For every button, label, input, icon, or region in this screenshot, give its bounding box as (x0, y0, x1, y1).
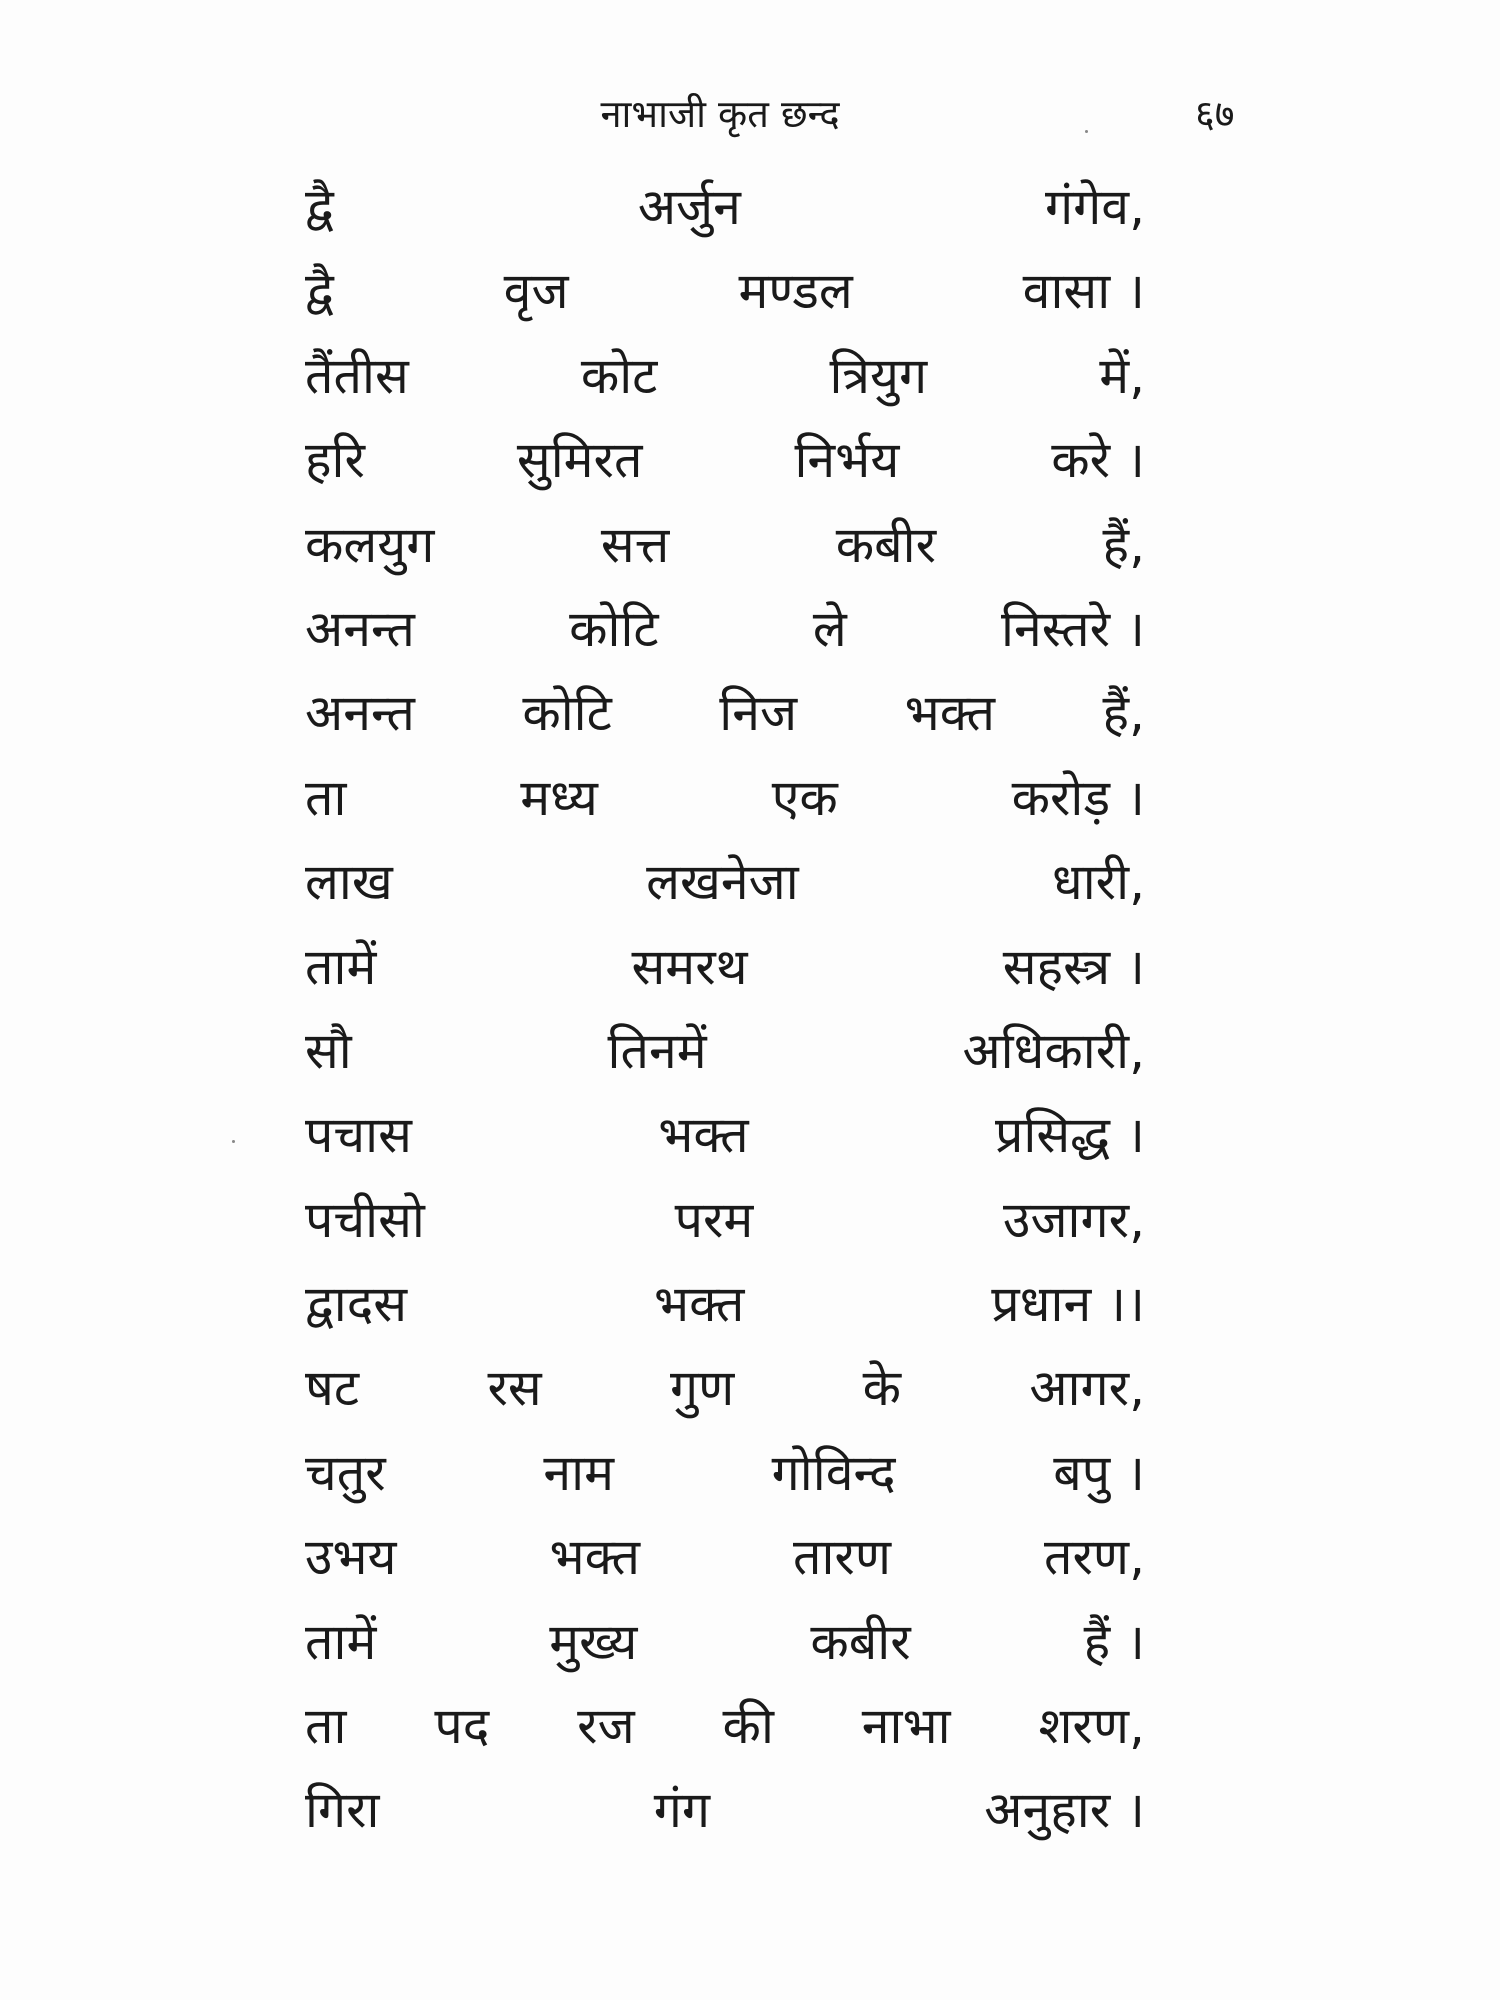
verse-word: षट (305, 1359, 360, 1418)
verse-word: सुमिरत (516, 431, 643, 490)
verse-word: भक्त (653, 1275, 745, 1334)
verse-line (305, 587, 1145, 671)
verse-line (305, 1684, 1145, 1768)
verse-word: भक्त (904, 684, 996, 743)
verse-word: तामें (305, 1612, 377, 1671)
verse-word: नाम (543, 1443, 614, 1502)
verse-line (305, 756, 1145, 840)
verse-word: के (862, 1359, 902, 1418)
verse-word: आगर, (1029, 1359, 1145, 1418)
verse-word: पद (434, 1697, 490, 1756)
print-speck (232, 1140, 235, 1143)
verse-word: कोटि (569, 599, 659, 658)
verse-word: शरण, (1038, 1697, 1145, 1756)
verse-word: ले (812, 599, 847, 658)
verse-line (305, 1009, 1145, 1093)
verse-word: द्वै (305, 178, 334, 236)
verse-word: धारी, (1051, 853, 1145, 912)
verse-word: रज (577, 1697, 635, 1756)
verse-line (305, 1178, 1145, 1262)
verse-word: पचीसो (305, 1190, 425, 1249)
running-header-title: नाभाजी कृत छन्द (600, 92, 840, 136)
verse-word: निज (719, 684, 798, 743)
verse-word: द्वादस (305, 1275, 408, 1334)
verse-line (305, 418, 1145, 502)
verse-line (305, 671, 1145, 755)
verse-line (305, 165, 1145, 249)
verse-word: वासा । (1022, 262, 1145, 321)
verse-line (305, 1515, 1145, 1599)
verse-word: अनन्त (305, 599, 415, 658)
verse-word: हरि (305, 431, 365, 490)
print-speck (1085, 130, 1088, 133)
verse-word: प्रसिद्ध । (994, 1106, 1145, 1165)
verse-word: मण्डल (738, 262, 853, 321)
verse-word: गंग (653, 1781, 711, 1840)
verse-word: निस्तरे । (1001, 599, 1145, 658)
verse-word: गोविन्द (771, 1443, 896, 1502)
verse-line (305, 334, 1145, 418)
verse-word: करे । (1051, 431, 1145, 490)
verse-word: सहस्त्र । (1002, 937, 1145, 996)
verse-word: द्वै (305, 262, 334, 321)
verse-word: लखनेजा (646, 853, 799, 912)
verse-word: सौ (305, 1021, 352, 1080)
verse-line (305, 1768, 1145, 1852)
verse-word: कोटि (522, 684, 612, 743)
verse-word: हैं । (1083, 1612, 1145, 1671)
verse-word: हैं, (1102, 515, 1145, 574)
verse-line (305, 1431, 1145, 1515)
verse-word: तारण (792, 1528, 892, 1587)
verse-word: तिनमें (607, 1021, 707, 1080)
verse-word: प्रधान ।। (991, 1275, 1145, 1334)
verse-word: अनुहार । (984, 1781, 1145, 1840)
verse-word: तामें (305, 937, 377, 996)
verse-word: मध्य (520, 768, 598, 827)
page-number: ६७ (1195, 92, 1235, 136)
verse-line (305, 503, 1145, 587)
verse-word: निर्भय (794, 431, 900, 490)
verse-word: मुख्य (549, 1612, 638, 1671)
verse-word: समरथ (631, 937, 748, 996)
verse-line (305, 249, 1145, 333)
verse-word: त्रियुग (829, 346, 928, 405)
verse-word: उभय (305, 1528, 397, 1587)
verse-line (305, 840, 1145, 924)
verse-word: अधिकारी, (962, 1021, 1145, 1080)
verse-word: कलयुग (305, 515, 435, 574)
verse-word: चतुर (305, 1443, 386, 1502)
verse-word: गंगेव, (1045, 178, 1145, 236)
verse-word: गिरा (305, 1781, 380, 1840)
verse-word: भक्त (658, 1106, 749, 1165)
verse-word: में, (1099, 346, 1145, 405)
verse-line (305, 925, 1145, 1009)
verse-line (305, 1262, 1145, 1346)
verse-word: नाभा (861, 1697, 951, 1756)
verse-block (305, 165, 1145, 1853)
verse-word: पचास (305, 1106, 412, 1165)
verse-word: तरण, (1043, 1528, 1145, 1587)
verse-word: वृज (503, 262, 569, 321)
verse-word: सत्त (600, 515, 670, 574)
verse-word: रस (487, 1359, 542, 1418)
verse-word: गुण (670, 1359, 735, 1418)
verse-line (305, 1346, 1145, 1430)
verse-word: अर्जुन (637, 178, 741, 236)
verse-word: हैं, (1102, 684, 1145, 743)
verse-word: बपु । (1053, 1443, 1145, 1502)
verse-word: ता (305, 768, 347, 827)
verse-word: अनन्त (305, 684, 415, 743)
verse-word: करोड़ । (1011, 768, 1145, 827)
verse-word: एक (771, 768, 838, 827)
verse-word: उजागर, (1003, 1190, 1145, 1249)
verse-word: कबीर (835, 515, 937, 574)
verse-word: भक्त (549, 1528, 640, 1587)
verse-word: तैंतीस (305, 346, 409, 405)
verse-word: कोट (580, 346, 658, 405)
verse-line (305, 1093, 1145, 1177)
verse-word: ता (305, 1697, 347, 1756)
verse-word: परम (674, 1190, 754, 1249)
verse-line (305, 1600, 1145, 1684)
verse-word: की (722, 1697, 774, 1756)
verse-word: लाख (305, 853, 393, 912)
verse-word: कबीर (810, 1612, 911, 1671)
